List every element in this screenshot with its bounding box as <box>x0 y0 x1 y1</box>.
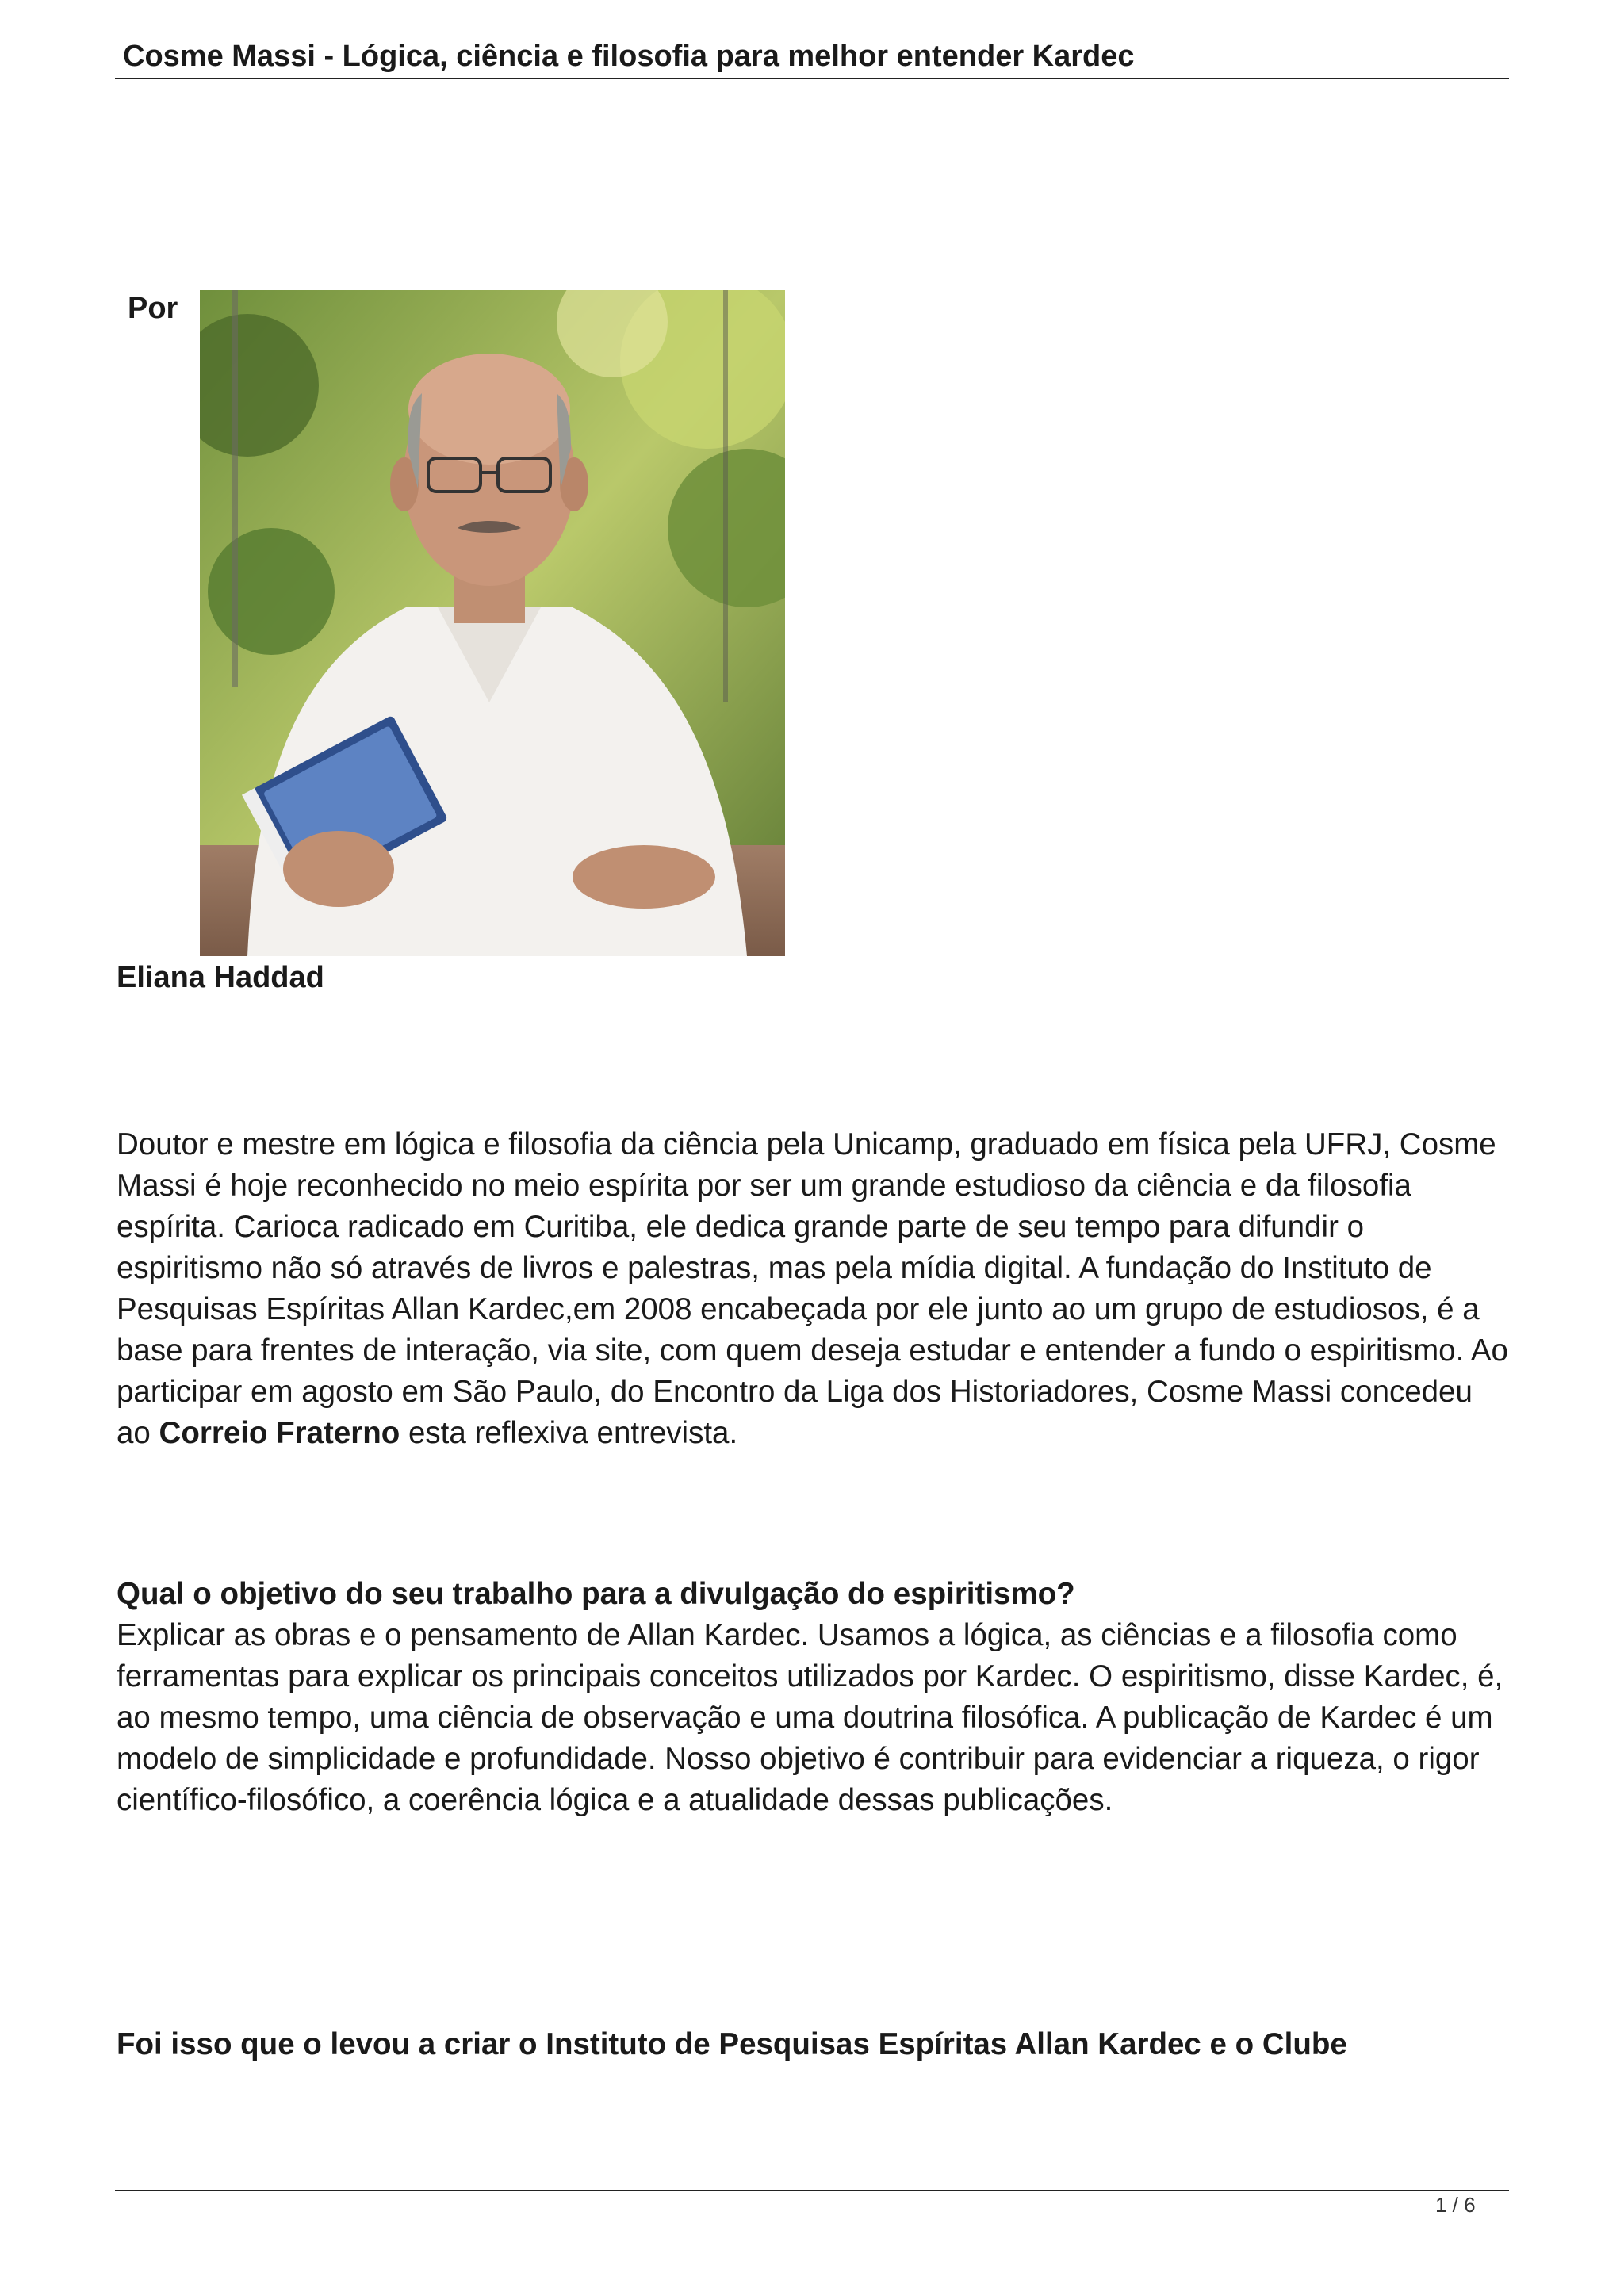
interview-question: Foi isso que o levou a criar o Instituto de Pesquisas Espíritas Allan Kardec e o Clube <box>117 2027 1347 2061</box>
author-name: Eliana Haddad <box>117 961 324 994</box>
publication-name: Correio Fraterno <box>159 1416 400 1450</box>
interview-answer: Explicar as obras e o pensamento de Allan Kardec. Usamos a lógica, as ciências e a filosofia como ferramentas para explicar os principais conceitos utilizados por Kardec. O espiritismo, disse Kardec, é, ao mesmo tempo, uma ciência de observação e uma doutrina filosófica. A publicação de Kardec é um modelo de simplicidade e profundidade. Nosso objetivo é contribuir para evidenciar a riqueza, o rigor científico-filosófico, a coerência lógica e a atualidade dessas publicações. <box>117 1618 1503 1817</box>
interview-question: Qual o objetivo do seu trabalho para a divulgação do espiritismo? <box>117 1577 1075 1611</box>
intro-paragraph <box>117 1124 1512 1454</box>
page-number: 1 / 6 <box>1435 2193 1476 2217</box>
author-photo <box>200 290 785 956</box>
page-header-title: Cosme Massi - Lógica, ciência e filosofia para melhor entender Kardec <box>123 40 1135 73</box>
intro-text-start: Doutor e mestre em lógica e filosofia da ciência pela Unicamp, graduado em física pela UFRJ, Cosme Massi é hoje reconhecido no meio espírita por ser um grande estudioso da ciência e da filosofia espírita. Carioca radicado em Curitiba, ele dedica grande parte de seu tempo para difundir o espiritismo não só através de livros e palestras, mas pela mídia digital. A fundação do Instituto de Pesquisas Espíritas Allan Kardec,em 2008 encabeçada por ele junto ao um grupo de estudiosos, é a base para frentes de interação, via site, com quem deseja estudar e entender a fundo o espiritismo. Ao participar em agosto em São Paulo, do Encontro da Liga dos Historiadores, Cosme Massi concedeu ao <box>117 1127 1508 1450</box>
byline-prefix: Por <box>128 292 178 325</box>
header-divider <box>115 78 1509 79</box>
footer-divider <box>115 2190 1509 2191</box>
intro-text-end: esta reflexiva entrevista. <box>400 1416 738 1450</box>
